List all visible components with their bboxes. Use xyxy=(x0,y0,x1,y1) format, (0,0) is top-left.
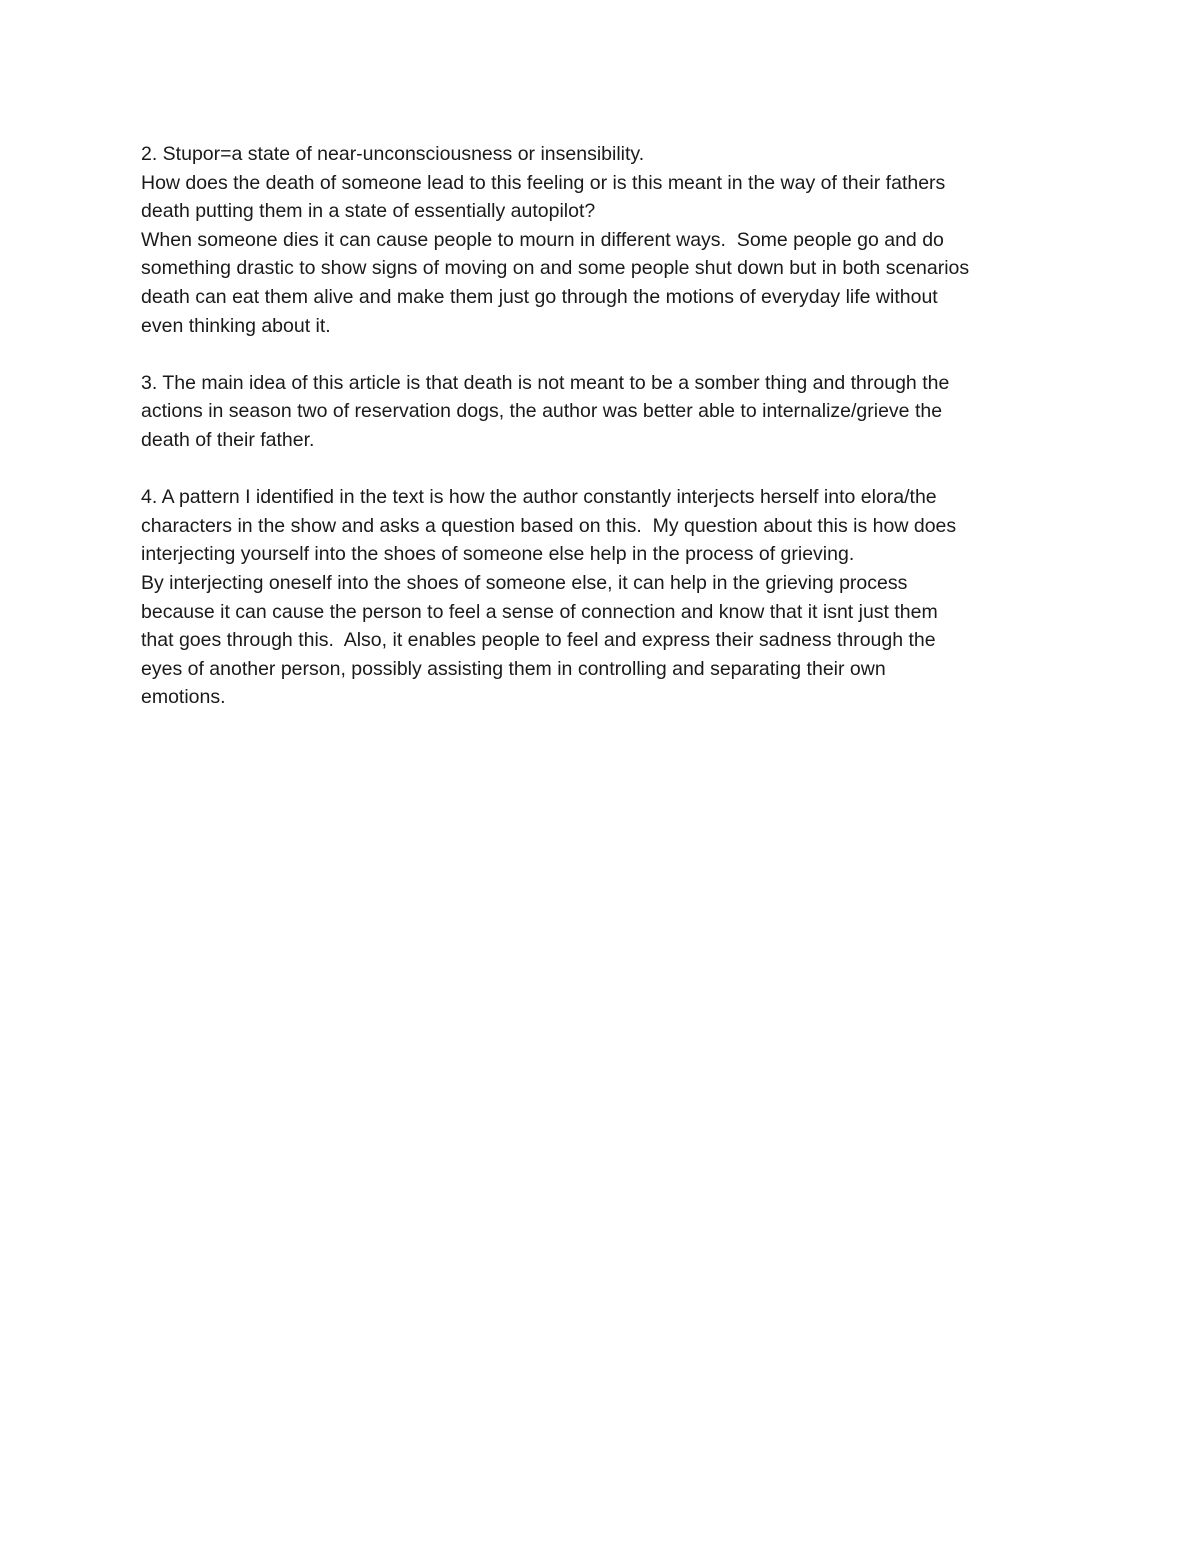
text-line: When someone dies it can cause people to mourn in different ways. Some people go and do xyxy=(141,228,944,251)
answer-2 xyxy=(141,140,1071,340)
answer-4 xyxy=(141,483,1071,712)
text-line: eyes of another person, possibly assisting them in controlling and separating their own xyxy=(141,657,886,680)
paragraph-spacer xyxy=(141,455,1071,484)
text-line: emotions. xyxy=(141,686,226,709)
text-line: something drastic to show signs of moving on and some people shut down but in both scenarios xyxy=(141,257,970,280)
text-line: death of their father. xyxy=(141,428,315,451)
text-line: 4. A pattern I identified in the text is how the author constantly interjects herself into elora/the xyxy=(141,486,937,509)
text-line: death can eat them alive and make them just go through the motions of everyday life without xyxy=(141,285,938,308)
text-line: that goes through this. Also, it enables people to feel and express their sadness through the xyxy=(141,629,936,652)
text-line: actions in season two of reservation dogs, the author was better able to internalize/grieve the xyxy=(141,400,943,423)
text-line: characters in the show and asks a question based on this. My question about this is how does xyxy=(141,514,957,537)
answer-3 xyxy=(141,369,1071,455)
text-line: How does the death of someone lead to this feeling or is this meant in the way of their fathers xyxy=(141,171,946,194)
text-line: interjecting yourself into the shoes of someone else help in the process of grieving. xyxy=(141,543,855,566)
text-line: 2. Stupor=a state of near-unconsciousness or insensibility. xyxy=(141,143,645,165)
text-line: because it can cause the person to feel a sense of connection and know that it isnt just them xyxy=(141,600,938,623)
document-body xyxy=(141,140,1071,712)
text-line: even thinking about it. xyxy=(141,314,331,337)
text-line: death putting them in a state of essentially autopilot? xyxy=(141,200,596,223)
paragraph-spacer xyxy=(141,340,1071,369)
text-line: By interjecting oneself into the shoes of someone else, it can help in the grieving process xyxy=(141,571,908,594)
text-line: 3. The main idea of this article is that death is not meant to be a somber thing and through the xyxy=(141,371,950,394)
